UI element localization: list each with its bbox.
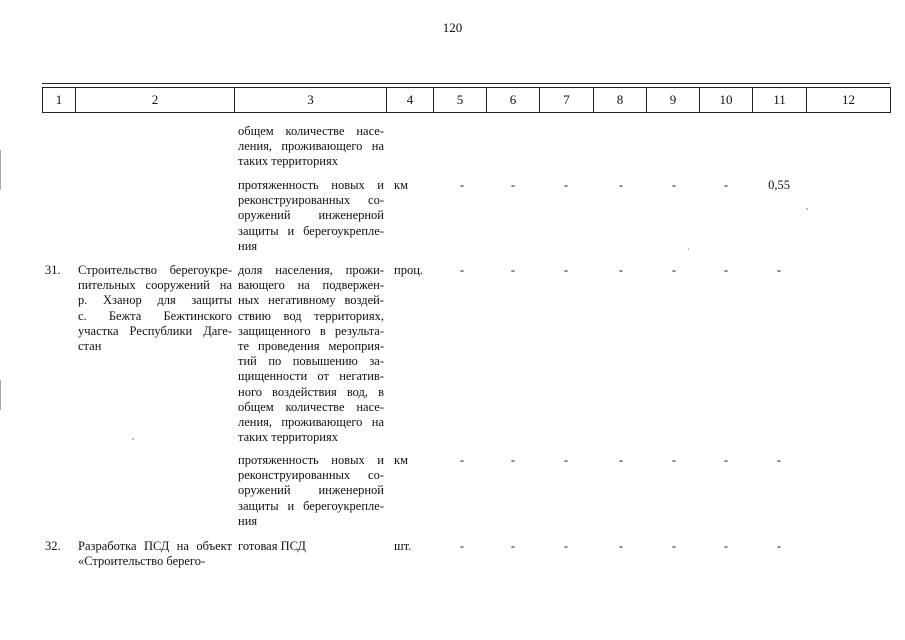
scan-speck <box>688 248 689 250</box>
value-cell: - <box>776 263 782 277</box>
activity-name-line: Разработка ПСД на объект <box>78 539 232 553</box>
indicator-text-line: защиты и берегоукрепле- <box>238 498 384 513</box>
unit-cell: проц. <box>394 263 424 277</box>
activity-name-line: участка Республики Даге- <box>78 323 232 338</box>
col-header-12: 12 <box>807 88 891 113</box>
col-header-7: 7 <box>540 88 594 113</box>
page-number: 120 <box>442 20 463 35</box>
indicator-text-line: оружений инженерной <box>238 483 384 498</box>
value-cell: - <box>671 539 677 553</box>
value-cell: - <box>563 263 569 277</box>
value-cell: - <box>671 453 677 467</box>
column-number-header <box>42 87 891 113</box>
col-header-4: 4 <box>387 88 434 113</box>
value-cell: - <box>510 539 516 553</box>
value-cell: - <box>563 453 569 467</box>
value-cell: - <box>459 178 465 192</box>
col-header-5: 5 <box>434 88 487 113</box>
indicator-text-line: доля населения, прожи- <box>238 263 384 277</box>
indicator-text-line: вающего на подвержен- <box>238 278 384 293</box>
value-cell: - <box>618 178 624 192</box>
indicator-text-line: защиты и берегоукрепле- <box>238 223 384 238</box>
scan-edge-mark <box>0 150 1 190</box>
value-cell: - <box>618 263 624 277</box>
value-cell: - <box>618 539 624 553</box>
indicator-text-line: тий по повышению за- <box>238 354 384 369</box>
indicator-text-line: ных негативному воздей- <box>238 293 384 308</box>
indicator-text-line: общем количестве насе- <box>238 124 384 138</box>
value-cell: - <box>459 263 465 277</box>
indicator-text-line: таких территориях <box>238 154 338 169</box>
indicator-text-line: ния <box>238 238 258 253</box>
col-header-3: 3 <box>235 88 387 113</box>
row-number: 32. <box>45 539 61 553</box>
activity-name-line: р. Хзанор для защиты <box>78 293 232 308</box>
activity-name-line: с. Бежта Бежтинского <box>78 308 232 323</box>
value-cell: - <box>776 453 782 467</box>
value-cell: - <box>563 539 569 553</box>
indicator-text-line: ствию вод территориях, <box>238 308 384 323</box>
indicator-text-line: протяженность новых и <box>238 453 384 467</box>
indicator-text-line: ления, проживающего на <box>238 415 384 429</box>
value-cell: - <box>510 453 516 467</box>
col-header-6: 6 <box>487 88 540 113</box>
scan-edge-mark <box>0 380 1 410</box>
value-cell: - <box>618 453 624 467</box>
value-cell: - <box>671 178 677 192</box>
indicator-text-line: ного воздействия вод, в <box>238 384 384 399</box>
indicator-text-line: общем количестве насе- <box>238 399 384 414</box>
value-cell: - <box>776 539 782 553</box>
value-cell: - <box>510 178 516 192</box>
indicator-text-line: таких территориях <box>238 430 338 445</box>
col-header-11: 11 <box>753 88 807 113</box>
indicator-text-line: ния <box>238 513 258 528</box>
value-cell: - <box>459 453 465 467</box>
activity-name-line: пительных сооружений на <box>78 278 232 293</box>
unit-cell: км <box>394 453 408 467</box>
indicator-text-line: реконструированных со- <box>238 193 384 208</box>
scan-speck <box>806 208 808 210</box>
indicator-text-line: защищенного в результа- <box>238 323 384 338</box>
indicator-text-line: те проведения мероприя- <box>238 339 384 353</box>
value-cell: - <box>459 539 465 553</box>
activity-name-line: «Строительство берего- <box>78 554 206 569</box>
col-header-10: 10 <box>700 88 753 113</box>
indicator-text-line: реконструированных со- <box>238 468 384 483</box>
value-cell: - <box>723 178 729 192</box>
col-header-1: 1 <box>43 88 76 113</box>
unit-cell: км <box>394 178 408 192</box>
unit-cell: шт. <box>394 539 412 553</box>
indicator-text-line: щищенности от негатив- <box>238 369 384 384</box>
value-cell: - <box>723 263 729 277</box>
col-header-8: 8 <box>594 88 647 113</box>
row-number: 31. <box>45 263 61 277</box>
indicator-text-line: протяженность новых и <box>238 178 384 192</box>
value-cell: - <box>671 263 677 277</box>
value-cell: - <box>723 539 729 553</box>
col-header-9: 9 <box>647 88 700 113</box>
value-cell: - <box>510 263 516 277</box>
indicator-text-line: оружений инженерной <box>238 208 384 223</box>
indicator-text-line: готовая ПСД <box>238 539 306 553</box>
indicator-text-line: ления, проживающего на <box>238 139 384 154</box>
scan-speck <box>132 438 134 440</box>
value-cell: 0,55 <box>768 178 790 192</box>
activity-name-line: стан <box>78 339 102 353</box>
value-cell: - <box>563 178 569 192</box>
top-rule <box>42 83 890 84</box>
col-header-2: 2 <box>76 88 235 113</box>
activity-name-line: Строительство берегоукре- <box>78 263 232 277</box>
value-cell: - <box>723 453 729 467</box>
